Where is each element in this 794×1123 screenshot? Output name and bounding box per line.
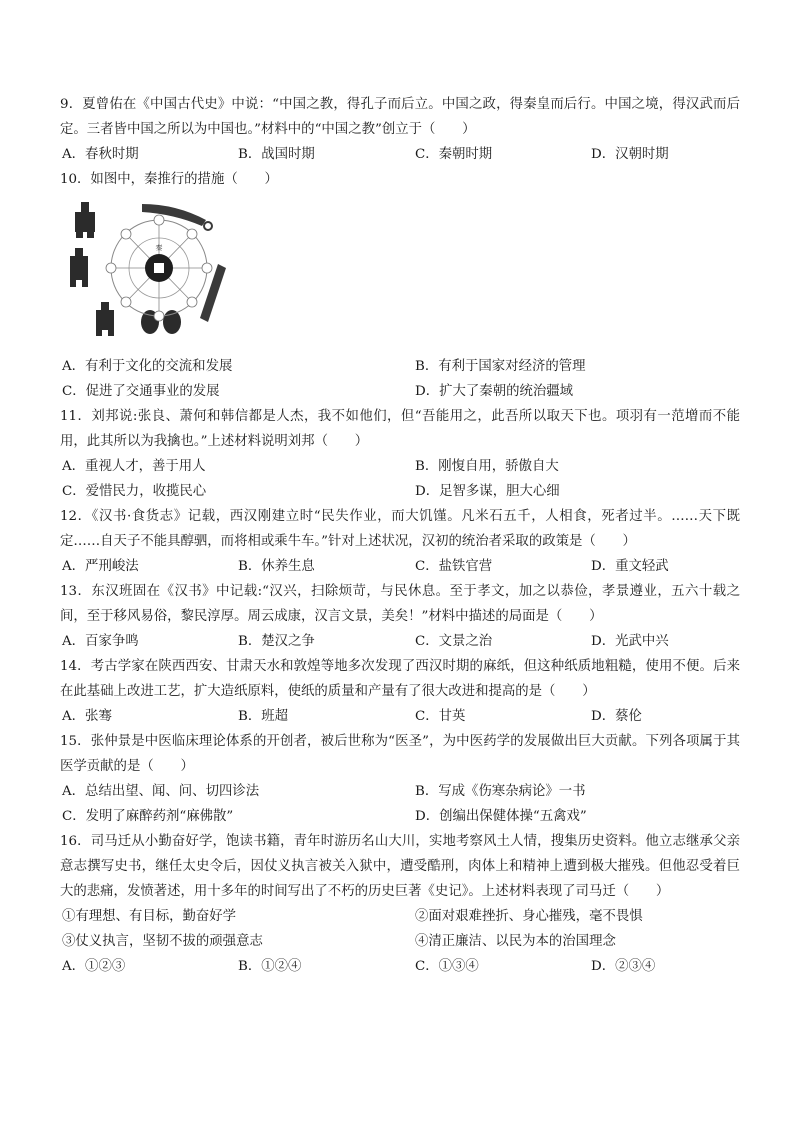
option-b[interactable]: B．刚愎自用，骄傲自大 [415,459,559,474]
option-d[interactable]: D．②③④ [591,959,656,974]
options-row [60,629,740,654]
coin-currency-diagram [66,198,241,348]
option-a[interactable]: A．总结出望、闻、问、切四诊法 [62,784,260,799]
options-row [60,454,740,479]
question-11 [60,404,740,504]
statement-1: ①有理想、有目标，勤奋好学 [62,909,237,924]
option-b[interactable]: B．战国时期 [238,147,315,162]
option-d[interactable]: D．足智多谋，胆大心细 [415,484,560,499]
option-c[interactable]: C．发明了麻醉药剂“麻佛散” [62,809,234,824]
question-stem: 10．如图中，秦推行的措施（ ） [60,172,278,187]
option-d[interactable]: D．创编出保健体操“五禽戏” [415,809,587,824]
question-12 [60,504,740,579]
question-14 [60,654,740,729]
options-row [60,379,740,404]
options-row [60,479,740,504]
statements-row [60,904,740,929]
options-row [60,142,740,167]
option-b[interactable]: B．①②④ [238,959,302,974]
option-c[interactable]: C．盐铁官营 [415,559,493,574]
statements-row [60,929,740,954]
options-row [60,804,740,829]
statement-3: ③仗义执言，坚韧不拔的顽强意志 [62,934,263,949]
option-d[interactable]: D．重文轻武 [591,559,669,574]
knife-coin-icon [200,264,226,322]
option-b[interactable]: B．班超 [238,709,289,724]
question-13 [60,579,740,654]
option-a[interactable]: A．春秋时期 [62,147,139,162]
question-stem: 14．考古学家在陕西西安、甘肃天水和敦煌等地多次发现了西汉时期的麻纸，但这种纸质地粗糙，使用不便。后来在此基础上改进工艺，扩大造纸原料，使纸的质量和产量有了很大改进和提高的是（ ） [60,659,740,699]
qin-unification-figure [66,198,241,348]
option-a[interactable]: A．百家争鸣 [62,634,139,649]
options-row [60,704,740,729]
option-a[interactable]: A．严刑峻法 [62,559,139,574]
shell-coin-icon [163,310,181,334]
option-c[interactable]: C．促进了交通事业的发展 [62,384,220,399]
option-c[interactable]: C．爱惜民力，收揽民心 [62,484,207,499]
options-row [60,354,740,379]
spade-coin-icon [96,302,114,336]
spade-coin-icon [70,248,88,287]
option-c[interactable]: C．秦朝时期 [415,147,493,162]
figure-center-label: 秦 [155,244,163,252]
question-10 [60,167,740,404]
exam-page [60,92,740,979]
options-row [60,554,740,579]
question-9 [60,92,740,167]
statement-4: ④清正廉洁、以民为本的治国理念 [415,934,616,949]
question-16 [60,829,740,979]
option-a[interactable]: A．重视人才，善于用人 [62,459,206,474]
question-stem: 9．夏曾佑在《中国古代史》中说：“中国之教，得孔子而后立。中国之政，得秦皇而后行。中国之境，得汉武而后定。三者皆中国之所以为中国也。”材料中的“中国之教”创立于（ ） [60,97,740,137]
option-b[interactable]: B．楚汉之争 [238,634,315,649]
option-d[interactable]: D．蔡伦 [591,709,642,724]
option-b[interactable]: B．有利于国家对经济的管理 [415,359,586,374]
option-b[interactable]: B．写成《伤寒杂病论》一书 [415,784,586,799]
question-stem: 13．东汉班固在《汉书》中记载:“汉兴，扫除烦苛，与民休息。至于孝文，加之以恭俭，孝景遵业，五六十载之间，至于移风易俗，黎民淳厚。周云成康，汉言文景，美矣！”材料中描述的局面是（ ） [60,584,740,624]
question-stem: 16．司马迁从小勤奋好学，饱读书籍，青年时游历名山大川，实地考察风土人情，搜集历史资料。他立志继承父亲意志撰写史书，继任太史令后，因仗义执言被关入狱中，遭受酷刑，肉体上和精神上遭到极大摧残。但他忍受着巨大的悲痛，发愤著述，用十多年的时间写出了不朽的历史巨著《史记》。上述材料表现了司马迁（ ） [60,834,740,899]
question-15 [60,729,740,829]
statement-2: ②面对艰难挫折、身心摧残，毫不畏惧 [415,909,643,924]
option-d[interactable]: D．光武中兴 [591,634,669,649]
question-stem: 12．《汉书·食货志》记载，西汉刚建立时“民失作业，而大饥馑。凡米石五千，人相食，死者过半。……天下既定……自天子不能具醇驷，而将相或乘牛车。”针对上述状况，汉初的统治者采取的政策是（ ） [60,509,740,549]
option-d[interactable]: D．扩大了秦朝的统治疆域 [415,384,574,399]
option-a[interactable]: A．张骞 [62,709,112,724]
options-row [60,779,740,804]
option-a[interactable]: A．①②③ [62,959,126,974]
option-b[interactable]: B．休养生息 [238,559,315,574]
spade-coin-icon [75,202,95,238]
question-stem: 11．刘邦说:张良、萧何和韩信都是人杰，我不如他们，但“吾能用之，此吾所以取天下也。项羽有一范增而不能用，此其所以为我擒也。”上述材料说明刘邦（ ） [60,409,740,449]
options-row [60,954,740,979]
option-c[interactable]: C．①③④ [415,959,479,974]
option-c[interactable]: C．甘英 [415,709,466,724]
option-d[interactable]: D．汉朝时期 [591,147,669,162]
option-c[interactable]: C．文景之治 [415,634,493,649]
question-stem: 15．张仲景是中医临床理论体系的开创者，被后世称为“医圣”，为中医药学的发展做出巨大贡献。下列各项属于其医学贡献的是（ ） [60,734,740,774]
option-a[interactable]: A．有利于文化的交流和发展 [62,359,233,374]
